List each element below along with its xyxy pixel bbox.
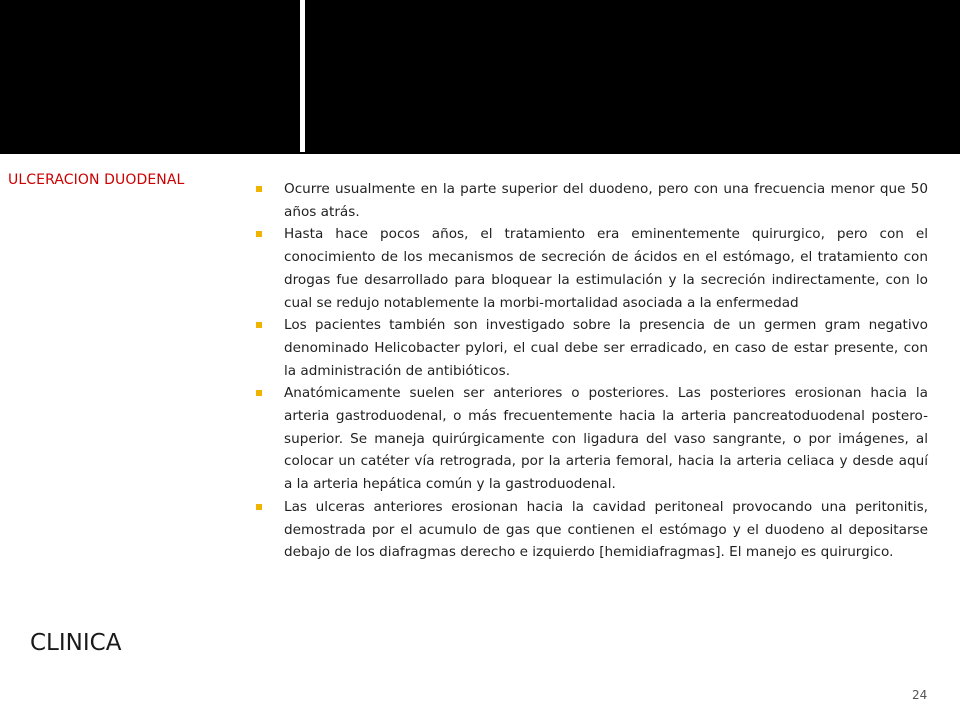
slide-title: CLINICA [30, 630, 122, 656]
content-area [256, 178, 928, 564]
bullet-item [256, 314, 928, 382]
bullet-item [256, 223, 928, 314]
bullet-text: Los pacientes también son investigado sobre la presencia de un germen gram negativo denominado Helicobacter pylori, el cual debe ser erradicado, en caso de estar presente, con la administración de antibióticos. [284, 317, 928, 379]
header-block-right [305, 0, 960, 152]
square-bullet-icon [256, 322, 262, 328]
square-bullet-icon [256, 186, 262, 192]
bullet-item [256, 496, 928, 564]
bullet-text: Anatómicamente suelen ser anteriores o posteriores. Las posteriores erosionan hacia la arteria gastroduodenal, o más frecuentemente hacia la arteria pancreatoduodenal postero-superior. Se maneja quirúrgicamente con ligadura del vaso sangrante, o por imágenes, al colocar un catéter vía retrograda, por la arteria femoral, hacia la arteria celiaca y desde aquí a la arteria hepática común y la gastroduodenal. [284, 385, 928, 493]
bullet-item [256, 382, 928, 496]
header-rule [0, 152, 960, 154]
bullet-text: Hasta hace pocos años, el tratamiento era eminentemente quirurgico, pero con el conocimiento de los mecanismos de secreción de ácidos en el estómago, el tratamiento con drogas fue desarrollado para bloquear la estimulación y la secreción indirectamente, con lo cual se redujo notablemente la morbi-mortalidad asociada a la enfermedad [284, 226, 928, 311]
bullet-list [256, 178, 928, 564]
square-bullet-icon [256, 390, 262, 396]
header-block-left [0, 0, 300, 152]
bullet-text: Ocurre usualmente en la parte superior del duodeno, pero con una frecuencia menor que 50 años atrás. [284, 181, 928, 220]
bullet-item [256, 178, 928, 223]
section-label: ULCERACION DUODENAL [8, 172, 185, 188]
square-bullet-icon [256, 504, 262, 510]
square-bullet-icon [256, 231, 262, 237]
bullet-text: Las ulceras anteriores erosionan hacia la cavidad peritoneal provocando una peritonitis, demostrada por el acumulo de gas que contienen el estómago y el duodeno al depositarse debajo de los diafragmas derecho e izquierdo [hemidiafragmas]. El manejo es quirurgico. [284, 498, 928, 561]
page-number: 24 [912, 688, 928, 702]
